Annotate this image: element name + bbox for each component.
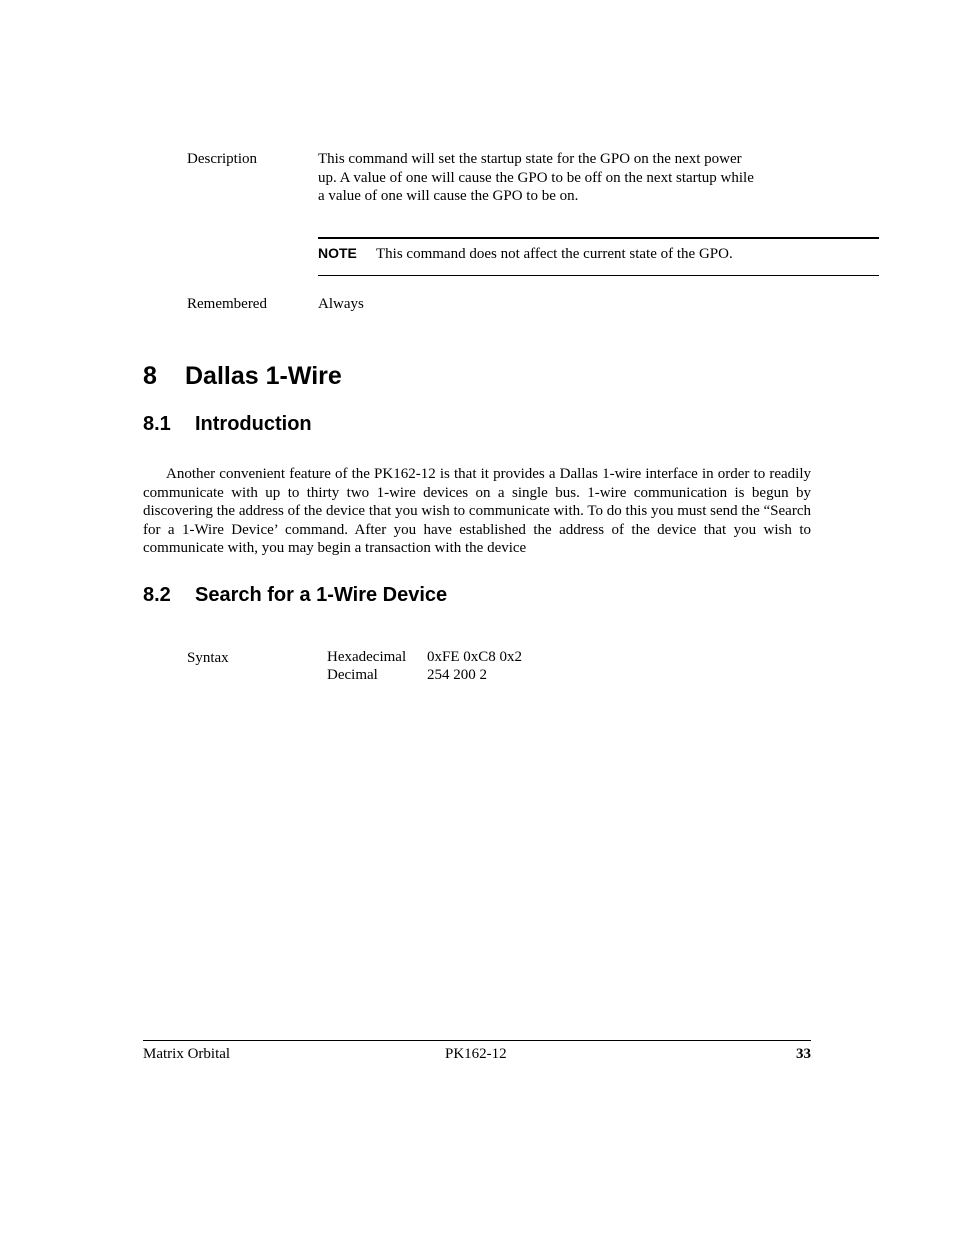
section-number: 8 <box>143 362 157 390</box>
footer-page-number: 33 <box>796 1046 811 1062</box>
syntax-label: Syntax <box>187 650 229 666</box>
remembered-value: Always <box>318 296 364 312</box>
subsection-title: Introduction <box>195 413 312 435</box>
introduction-text: Another convenient feature of the PK162-12 is that it provides a Dallas 1-wire interface in order to readily communicate with up to thirty two 1-wire devices on a single bus. 1-wire communication is begun by discovering the address of the device that you wish to communicate with. To do this you must send the “Search for a 1-Wire Device’ command. After you have established the address of the device that you wish to communicate with, you may begin a transaction with the device <box>143 466 811 556</box>
description-line: a value of one will cause the GPO to be on. <box>318 188 579 204</box>
description-line: up. A value of one will cause the GPO to be off on the next startup while <box>318 169 754 186</box>
description-label: Description <box>187 151 257 167</box>
section-title: Dallas 1-Wire <box>185 362 342 390</box>
note-text: This command does not affect the current state of the GPO. <box>376 246 733 262</box>
description-text <box>318 150 770 206</box>
description-line: This command will set the startup state for the GPO on the next power <box>318 151 742 167</box>
syntax-value-hexadecimal: 0xFE 0xC8 0x2 <box>427 649 523 665</box>
note-label: NOTE <box>318 245 357 261</box>
syntax-value-decimal: 254 200 2 <box>427 667 487 683</box>
footer-rule <box>143 1040 811 1041</box>
subsection-number: 8.2 <box>143 584 171 606</box>
remembered-label: Remembered <box>187 296 267 312</box>
footer-company: Matrix Orbital <box>143 1046 231 1062</box>
syntax-key-decimal: Decimal <box>327 667 378 683</box>
note-top-rule <box>318 237 879 239</box>
introduction-paragraph <box>143 465 811 558</box>
subsection-number: 8.1 <box>143 413 171 435</box>
subsection-title: Search for a 1-Wire Device <box>195 584 448 606</box>
subsection-heading-introduction <box>143 411 312 437</box>
footer-model: PK162-12 <box>445 1046 507 1062</box>
note-bottom-rule <box>318 275 879 276</box>
syntax-key-hexadecimal: Hexadecimal <box>327 649 407 665</box>
section-heading <box>143 360 342 392</box>
subsection-heading-search <box>143 582 447 608</box>
